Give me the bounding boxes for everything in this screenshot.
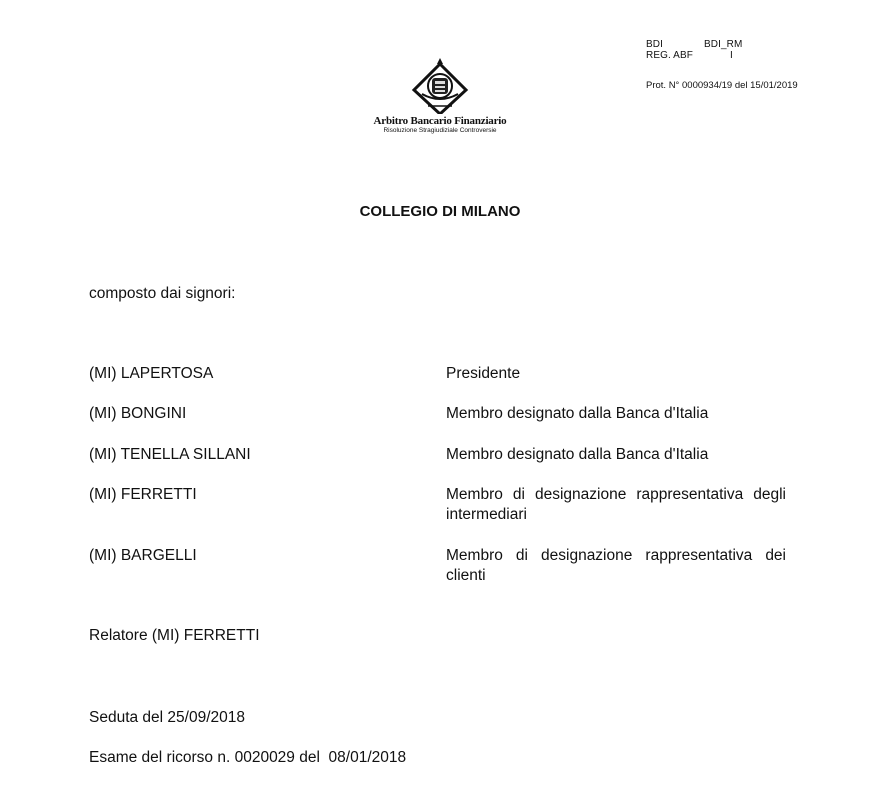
member-role: Membro designato dalla Banca d'Italia bbox=[446, 405, 709, 422]
member-name: (MI) TENELLA SILLANI bbox=[89, 446, 251, 463]
member-role: Presidente bbox=[446, 365, 521, 382]
ref-label: BDI bbox=[646, 39, 663, 50]
ref-value: BDI_RM bbox=[704, 39, 743, 50]
abf-emblem-icon bbox=[410, 58, 470, 114]
seduta-line: Seduta del 25/09/2018 bbox=[89, 709, 245, 726]
relatore-line: Relatore (MI) FERRETTI bbox=[89, 627, 260, 644]
member-name: (MI) BARGELLI bbox=[89, 547, 197, 564]
esame-line: Esame del ricorso n. 0020029 del 08/01/2018 bbox=[89, 749, 407, 766]
ref-label: REG. ABF bbox=[646, 50, 693, 61]
reference-block bbox=[646, 39, 742, 61]
composto-label: composto dai signori: bbox=[89, 285, 236, 302]
collegio-title: COLLEGIO DI MILANO bbox=[359, 203, 521, 220]
member-role: Membro di designazione rappresentativa dei clienti bbox=[446, 547, 786, 584]
ref-value: I bbox=[730, 50, 733, 61]
member-name: (MI) LAPERTOSA bbox=[89, 365, 214, 382]
logo-title: Arbitro Bancario Finanziario bbox=[373, 115, 507, 127]
ref-row-bdi bbox=[646, 39, 742, 50]
member-name: (MI) BONGINI bbox=[89, 405, 187, 422]
ref-row-reg-abf bbox=[646, 50, 742, 61]
abf-logo bbox=[360, 58, 520, 134]
member-role: Membro di designazione rappresentativa degli intermediari bbox=[446, 486, 786, 523]
protocol-number: Prot. N° 0000934/19 del 15/01/2019 bbox=[646, 80, 798, 91]
logo-subtitle: Risoluzione Stragiudiziale Controversie bbox=[383, 127, 497, 134]
member-name: (MI) FERRETTI bbox=[89, 486, 197, 503]
member-role: Membro designato dalla Banca d'Italia bbox=[446, 446, 709, 463]
